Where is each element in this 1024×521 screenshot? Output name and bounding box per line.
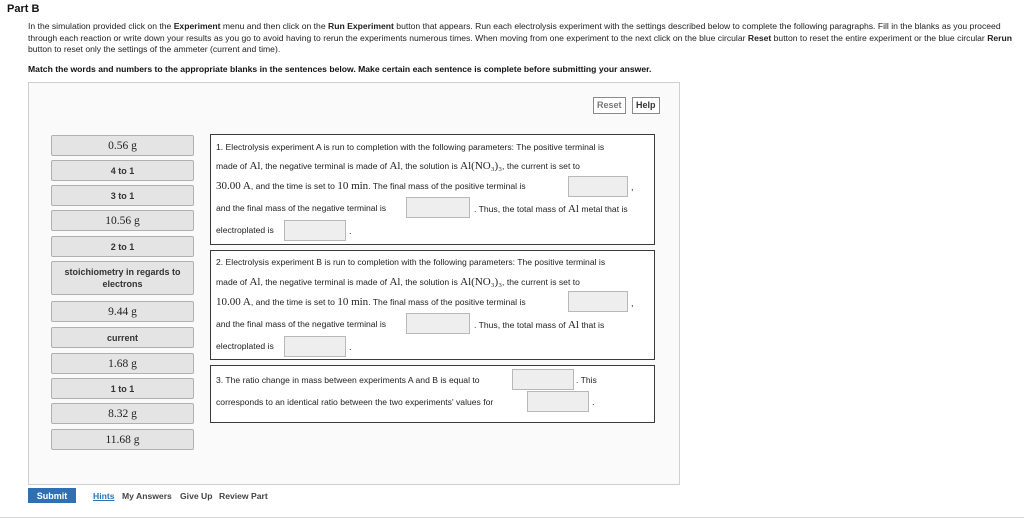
option-chip[interactable]: 1.68 g [51, 353, 194, 374]
period: . [349, 342, 352, 352]
q1-line [474, 203, 628, 215]
comma: , [631, 298, 634, 308]
help-button[interactable]: Help [632, 97, 660, 114]
text: metal that is [578, 204, 628, 214]
instr-bold: Experiment [173, 21, 221, 31]
option-chip[interactable]: stoichiometry in regards to electrons [51, 261, 194, 295]
period: . [592, 397, 595, 407]
formula: Al [389, 160, 401, 172]
q1-line: electroplated is [216, 225, 274, 235]
text: . Thus, the total mass of [474, 204, 568, 214]
option-chip[interactable]: 2 to 1 [51, 236, 194, 257]
instr-text: button to reset the entire experiment or the blue circular [771, 32, 988, 43]
text: . The final mass of the positive terminal is [368, 297, 526, 307]
formula: Al [249, 160, 261, 172]
q2-line: and the final mass of the negative terminal is [216, 319, 387, 329]
text: , the negative terminal is made of [260, 277, 390, 287]
option-chip[interactable]: 4 to 1 [51, 160, 194, 181]
instructions [28, 21, 1016, 56]
text: , and the time is set to [250, 297, 338, 307]
option-chip[interactable]: 11.68 g [51, 429, 194, 450]
q2-line [216, 276, 580, 288]
option-chip[interactable]: 9.44 g [51, 301, 194, 322]
instr-bold: Reset [747, 32, 772, 43]
option-chip[interactable]: 0.56 g [51, 135, 194, 156]
text: , the solution is [400, 277, 461, 287]
hints-link[interactable]: Hints [93, 491, 115, 501]
period: . [349, 226, 352, 236]
instr-text: button that appears. Run each electrolysis experiment with the settings described below to complete the following paragraphs. Fill in the blanks as you proceed through each reaction or write down your results as you go to avoid having to rerun the experiments numerous times. When moving from one experiment to the next click on the blue circular [28, 21, 1001, 43]
drop-blank[interactable] [284, 336, 346, 357]
formula: Al [389, 276, 401, 288]
text: that is [578, 320, 605, 330]
formula: Al(NO₃)₃ [460, 160, 503, 172]
text: , the current is set to [502, 277, 580, 287]
reset-button[interactable]: Reset [593, 97, 626, 114]
comma: , [631, 182, 634, 192]
q3-line: corresponds to an identical ratio between the two experiments' values for [216, 397, 494, 407]
text: , the negative terminal is made of [260, 161, 390, 171]
drop-blank[interactable] [406, 313, 470, 334]
q2-line: electroplated is [216, 341, 274, 351]
q1-line [216, 180, 526, 192]
option-chip[interactable]: 3 to 1 [51, 185, 194, 206]
q2-line [216, 296, 526, 308]
my-answers-link[interactable]: My Answers [122, 491, 172, 501]
text: , and the time is set to [250, 181, 338, 191]
match-instruction: Match the words and numbers to the appropriate blanks in the sentences below. Make certain each sentence is complete before submitting your answer. [28, 64, 652, 74]
instr-bold: Rerun [987, 32, 1013, 43]
divider [0, 517, 1024, 518]
review-part-link[interactable]: Review Part [219, 491, 268, 501]
q3-line: . This [576, 375, 597, 385]
drop-blank[interactable] [568, 176, 628, 197]
formula: Al [567, 319, 579, 331]
drop-blank[interactable] [284, 220, 346, 241]
text: made of [216, 161, 250, 171]
option-chip[interactable]: 10.56 g [51, 210, 194, 231]
submit-button[interactable]: Submit [28, 488, 76, 503]
text: , the current is set to [502, 161, 580, 171]
formula: Al(NO₃)₃ [460, 276, 503, 288]
drop-blank[interactable] [527, 391, 589, 412]
q3-line: 3. The ratio change in mass between experiments A and B is equal to [216, 375, 480, 385]
option-chip[interactable]: 8.32 g [51, 403, 194, 424]
drop-blank[interactable] [406, 197, 470, 218]
drop-blank[interactable] [568, 291, 628, 312]
q2-line [474, 319, 604, 331]
part-title: Part B [7, 3, 40, 15]
option-chip[interactable]: 1 to 1 [51, 378, 194, 399]
instr-text: button to reset only the settings of the ammeter (current and time). [28, 44, 281, 54]
formula: 30.00 A [216, 180, 251, 192]
text: . Thus, the total mass of [474, 320, 568, 330]
instr-bold: Run Experiment [328, 21, 394, 31]
option-chip[interactable]: current [51, 327, 194, 348]
q1-line [216, 160, 580, 172]
formula: 10.00 A [216, 296, 251, 308]
text: , the solution is [400, 161, 461, 171]
formula: Al [567, 203, 579, 215]
formula: 10 min [337, 180, 369, 192]
text: made of [216, 277, 250, 287]
q1-line: 1. Electrolysis experiment A is run to completion with the following parameters: The positive terminal is [216, 142, 605, 152]
give-up-link[interactable]: Give Up [180, 491, 213, 501]
formula: Al [249, 276, 261, 288]
q1-line: and the final mass of the negative terminal is [216, 203, 387, 213]
instr-text: menu and then click on the [220, 21, 329, 31]
instr-text: In the simulation provided click on the [28, 21, 174, 31]
formula: 10 min [337, 296, 369, 308]
text: . The final mass of the positive terminal is [368, 181, 526, 191]
drop-blank[interactable] [512, 369, 574, 390]
q2-line: 2. Electrolysis experiment B is run to completion with the following parameters: The positive terminal is [216, 257, 606, 267]
